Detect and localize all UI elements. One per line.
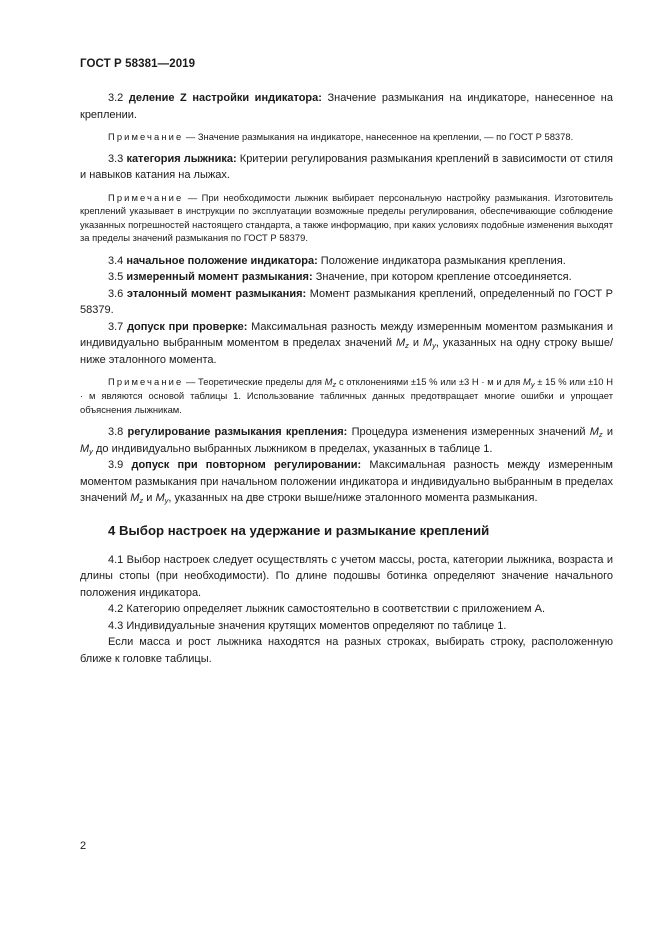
term: измеренный момент размыкания: [126, 271, 313, 284]
conjunction: и [606, 426, 614, 439]
symbol-mz: $M_z$ [395, 337, 409, 351]
clause-4-1 [80, 552, 613, 602]
term: начальное положение индикатора: [126, 254, 318, 267]
clause-number: 4.2 [108, 603, 124, 616]
clause-3-4 [80, 253, 613, 270]
term: регулирование размыкания крепления: [127, 426, 348, 439]
symbol-my: $M_y$ [155, 492, 169, 506]
clause-number: 3.9 [108, 459, 124, 472]
clause-3-7 [80, 319, 613, 369]
section-number: 4 [108, 522, 116, 538]
definition: Положение индикатора размыкания крепления. [320, 254, 566, 267]
definition: Максимальная разность между измеренным моментом размыкания при начальном положении индикатора и индивидуально выбранным в пределах значений [80, 459, 613, 505]
note-text: — Теоретические пределы для [185, 376, 322, 388]
clause-number: 3.4 [108, 254, 124, 267]
note-label: Примечание [108, 191, 184, 203]
symbol-mz: $M_z$ [324, 376, 337, 390]
document-body [80, 90, 613, 667]
clause-4-2 [80, 601, 613, 618]
definition: Значение размыкания на индикаторе, нанесенное на креплении. [80, 92, 613, 121]
definition: Процедура изменения измеренных значений [351, 426, 586, 439]
term: эталонный момент размыкания: [126, 287, 307, 300]
clause-number: 3.8 [108, 426, 124, 439]
definition: Значение, при котором крепление отсоединяется. [315, 271, 572, 284]
clause-number: 3.2 [108, 92, 124, 104]
term: категория лыжника: [126, 152, 237, 165]
section-title: Выбор настроек на удержание и размыкание креплений [119, 522, 490, 538]
page-number: 2 [80, 840, 87, 852]
clause-3-2 [80, 90, 613, 123]
term: допуск при проверке: [127, 320, 248, 333]
definition: Максимальная разность между измеренным моментом размыкания и индивидуально выбранным моментом в пределах значений [80, 320, 613, 350]
definition-continued: , указанных на одну строку выше/ниже эталонного момента. [80, 337, 614, 366]
note-label: Примечание [108, 376, 184, 388]
clause-number: 3.5 [108, 271, 124, 284]
symbol-my: $M_y$ [80, 442, 93, 456]
clause-3-3 [80, 151, 613, 184]
note-3-7 [80, 375, 613, 416]
clause-4-3 [80, 618, 613, 635]
clause-number: 3.7 [108, 320, 124, 333]
note-text: с отклонениями ±15 % или ±3 Н · м и для [338, 376, 521, 388]
note-text: — При необходимости лыжник выбирает персональную настройку размыкания. Изготовитель креплений указывает в инструкции по эксплуатации возможные пределы регулирования, обеспечивающие соблюдение указанных погрешностей настоящего стандарта, а также информацию, при каких условиях подобные изменения выходят за пределы значений размыкания по ГОСТ Р 58379. [80, 191, 614, 244]
note-label: Примечание [108, 131, 184, 142]
definition-continued: до индивидуально выбранных лыжником в пределах, указанных в таблице 1. [95, 442, 493, 455]
note-text: — Значение размыкания на индикаторе, нанесенное на креплении, — по ГОСТ Р 58378. [185, 131, 574, 142]
conjunction: и [146, 492, 153, 505]
standard-header: ГОСТ Р 58381—2019 [80, 58, 196, 70]
symbol-mz: $M_z$ [589, 426, 603, 440]
section-4-heading [80, 522, 613, 540]
conjunction: и [412, 337, 419, 350]
clause-number: 3.3 [108, 152, 124, 165]
note-text: ± 15 % или ±10 Н · м являются основой таблицы 1. Использование табличных данных предотвращает многие ошибки и упрощает объяснения лыжникам. [80, 376, 613, 415]
symbol-mz: $M_z$ [130, 492, 144, 506]
definition-continued: , указанных на две строки выше/ниже эталонного момента размыкания. [168, 492, 538, 505]
clause-text: Индивидуальные значения крутящих моментов определяют по таблице 1. [126, 619, 507, 632]
clause-number: 3.6 [108, 287, 124, 300]
note-3-2 [80, 130, 613, 144]
clause-4-3-paragraph [80, 634, 613, 667]
definition: Момент размыкания креплений, определенный по ГОСТ Р 58379. [80, 287, 613, 317]
definition: Критерии регулирования размыкания креплений в зависимости от стиля и навыков катания на лыжах. [80, 152, 613, 182]
symbol-my: $M_y$ [523, 376, 535, 390]
clause-text: Если масса и рост лыжника находятся на разных строках, выбирать строку, расположенную ближе к головке таблицы. [80, 636, 613, 665]
clause-number: 4.3 [108, 619, 124, 632]
clause-3-6 [80, 286, 613, 319]
clause-text: Выбор настроек следует осуществлять с учетом массы, роста, категории лыжника, возраста и длины стопы (при необходимости). По длине подошвы ботинка определяют значение начального положения индикатора. [80, 553, 613, 599]
symbol-my: $M_y$ [422, 337, 436, 351]
clause-number: 4.1 [108, 553, 124, 566]
term: допуск при повторном регулировании: [131, 459, 362, 472]
note-3-3 [80, 191, 613, 245]
clause-3-5 [80, 269, 613, 286]
clause-3-9 [80, 457, 613, 507]
clause-text: Категорию определяет лыжник самостоятельно в соответствии с приложением А. [126, 603, 546, 616]
clause-3-8 [80, 424, 613, 457]
term: деление Z настройки индикатора: [128, 92, 322, 104]
